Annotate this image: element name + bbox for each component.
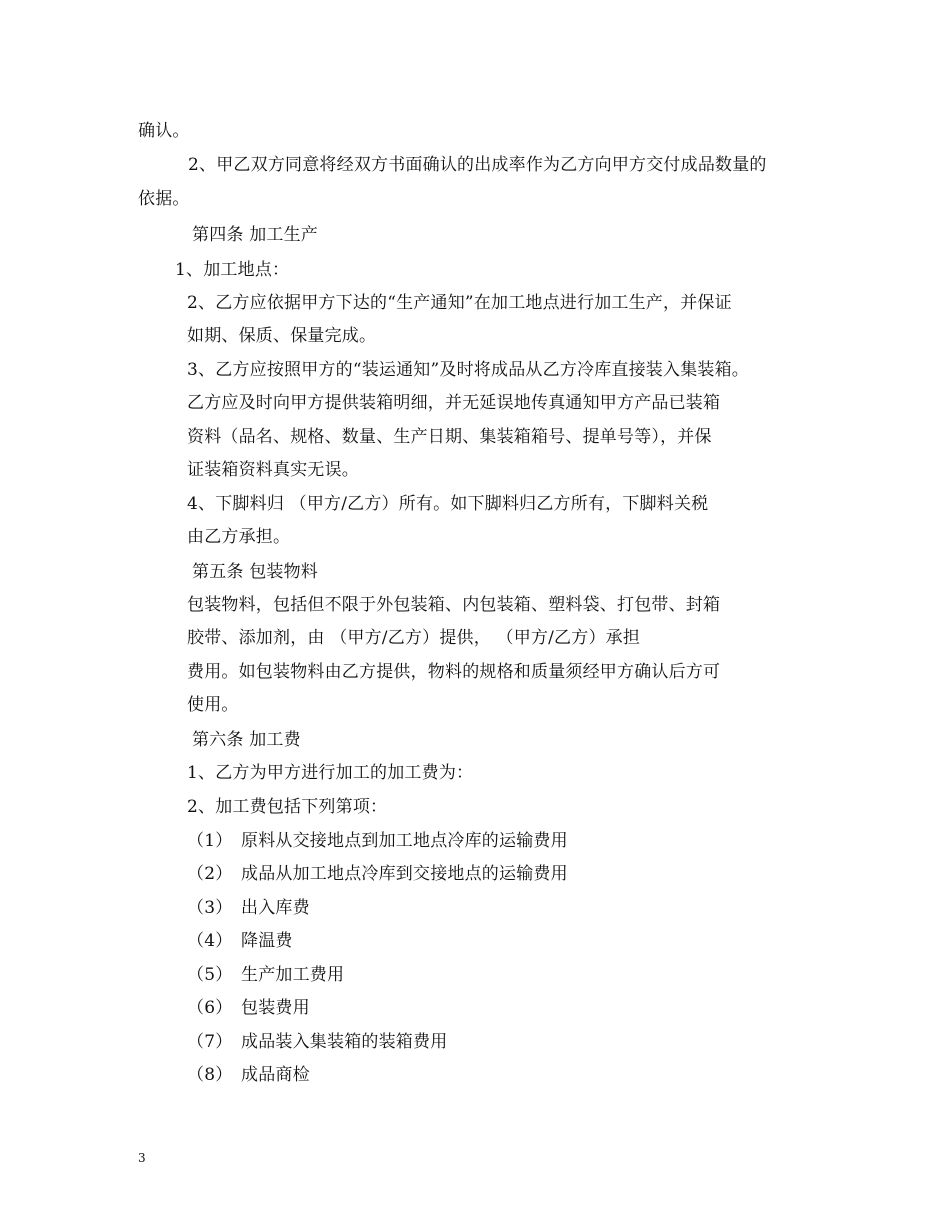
text-line: 证装箱资料真实无误。 — [187, 460, 359, 480]
text-line: 包装物料，包括但不限于外包装箱、内包装箱、塑料袋、打包带、封箱 — [187, 595, 721, 615]
section-heading: 第五条 包装物料 — [192, 562, 319, 582]
fee-list-item — [187, 930, 293, 952]
fee-item-number: （1） — [187, 831, 233, 851]
fee-list-item — [187, 997, 310, 1019]
text-line: 1、乙方为甲方进行加工的加工费为： — [187, 763, 474, 783]
text-line: 使用。 — [187, 695, 239, 715]
text-line: 2、加工费包括下列第项： — [187, 797, 388, 817]
text-line: 2、乙方应依据甲方下达的“生产通知”在加工地点进行加工生产，并保证 — [187, 293, 732, 313]
fee-list-item — [187, 897, 310, 919]
fee-list-item — [187, 1064, 310, 1086]
fee-item-number: （6） — [187, 998, 233, 1018]
fee-list-item — [187, 1031, 447, 1053]
fee-item-text: 原料从交接地点到加工地点冷库的运输费用 — [241, 831, 568, 851]
fee-item-number: （2） — [187, 864, 233, 884]
fee-item-number: （5） — [187, 965, 233, 985]
fee-item-number: （4） — [187, 931, 233, 951]
text-line: 4、下脚料归 （甲方/乙方）所有。如下脚料归乙方所有，下脚料关税 — [187, 494, 709, 514]
fee-item-text: 包装费用 — [241, 998, 310, 1018]
fee-item-text: 成品装入集装箱的装箱费用 — [241, 1032, 448, 1052]
text-line: 乙方应及时向甲方提供装箱明细，并无延误地传真通知甲方产品已装箱 — [187, 393, 721, 413]
text-line: 胶带、添加剂，由 （甲方/乙方）提供， （甲方/乙方）承担 — [187, 628, 641, 648]
text-line: 2、甲乙双方同意将经双方书面确认的出成率作为乙方向甲方交付成品数量的 — [188, 155, 767, 175]
text-line: 如期、保质、保量完成。 — [187, 326, 377, 346]
fee-item-text: 生产加工费用 — [241, 965, 345, 985]
fee-item-number: （3） — [187, 898, 233, 918]
section-heading: 第四条 加工生产 — [192, 225, 319, 245]
text-line: 1、加工地点： — [175, 260, 290, 280]
text-line: 3、乙方应按照甲方的“装运通知”及时将成品从乙方冷库直接装入集装箱。 — [187, 360, 749, 380]
section-heading: 第六条 加工费 — [192, 730, 301, 750]
fee-item-text: 出入库费 — [241, 898, 310, 918]
fee-item-text: 成品商检 — [241, 1065, 310, 1085]
fee-item-text: 降温费 — [241, 931, 293, 951]
page-number: 3 — [138, 1151, 146, 1165]
text-line: 由乙方承担。 — [187, 527, 291, 547]
fee-item-number: （8） — [187, 1065, 233, 1085]
fee-item-number: （7） — [187, 1032, 233, 1052]
text-line: 费用。如包装物料由乙方提供，物料的规格和质量须经甲方确认后方可 — [187, 662, 721, 682]
fee-list-item — [187, 964, 344, 986]
fee-list-item — [187, 830, 568, 852]
text-line: 依据。 — [138, 189, 190, 209]
text-line: 确认。 — [138, 121, 190, 141]
fee-list-item — [187, 863, 568, 885]
fee-item-text: 成品从加工地点冷库到交接地点的运输费用 — [241, 864, 568, 884]
text-line: 资料（品名、规格、数量、生产日期、集装箱箱号、提单号等），并保 — [187, 427, 712, 447]
